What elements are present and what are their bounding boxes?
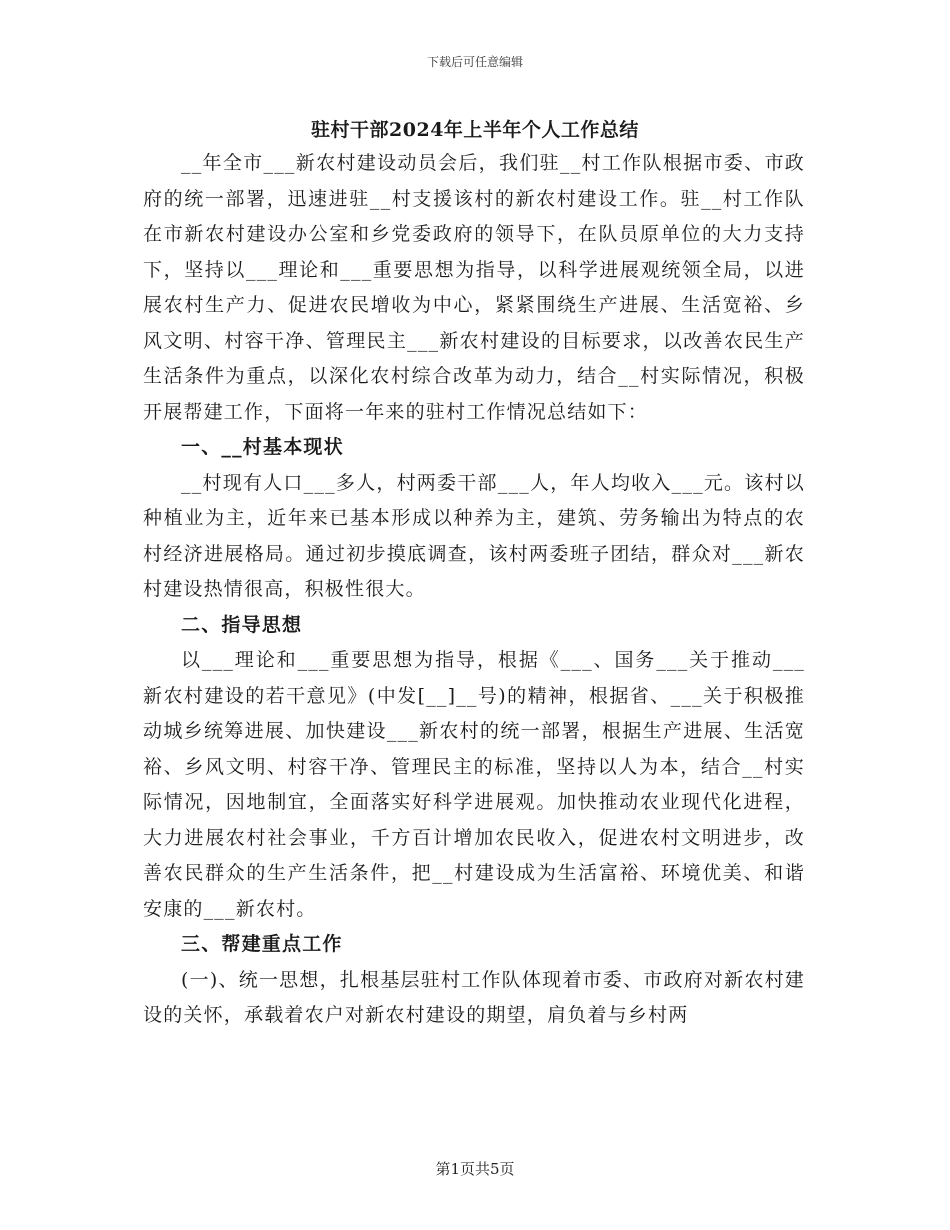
page-number: 第1页共5页 [435,1160,515,1178]
page-header-note: 下载后可任意编辑 [426,55,523,69]
document-body [143,146,805,1034]
section-heading-1: 一、__村基本现状 [181,436,344,458]
section-2-paragraph: 以___理论和___重要思想为指导，根据《___、国务___关于推动___新农村建设的若干意见》(中发[__]__号)的精神，根据省、___关于积极推动城乡统筹进展、加快建设___新农村的统一部署，根据生产进展、生活宽裕、乡风文明、村容干净、管理民主的标准，坚持以人为本，结合__村实际情况，因地制宜，全面落实好科学进展观。加快推动农业现代化进程，大力进展农村社会事业，千方百计增加农民收入，促进农村文明进步，改善农民群众的生产生活条件，把__村建设成为生活富裕、环境优美、和谐安康的___新农村。 [143,649,805,920]
document-title: 驻村干部2024年上半年个人工作总结 [311,119,639,141]
section-heading-3: 三、帮建重点工作 [181,933,343,955]
section-3-paragraph: (一)、统一思想，扎根基层驻村工作队体现着市委、市政府对新农村建设的关怀，承载着农户对新农村建设的期望，肩负着与乡村两 [143,968,805,1026]
section-1-paragraph: __村现有人口___多人，村两委干部___人，年人均收入___元。该村以种植业为主，近年来已基本形成以种养为主，建筑、劳务输出为特点的农村经济进展格局。通过初步摸底调查，该村两委班子团结，群众对___新农村建设热情很高，积极性很大。 [143,471,805,600]
section-heading-2: 二、指导思想 [181,613,303,636]
intro-paragraph: __年全市___新农村建设动员会后，我们驻__村工作队根据市委、市政府的统一部署，迅速进驻__村支援该村的新农村建设工作。驻__村工作队在市新农村建设办公室和乡党委政府的领导下，在队员原单位的大力支持下，坚持以___理论和___重要思想为指导，以科学进展观统领全局，以进展农村生产力、促进农民增收为中心，紧紧围绕生产进展、生活宽裕、乡风文明、村容干净、管理民主___新农村建设的目标要求，以改善农民生产生活条件为重点，以深化农村综合改革为动力，结合__村实际情况，积极开展帮建工作，下面将一年来的驻村工作情况总结如下： [143,152,805,423]
